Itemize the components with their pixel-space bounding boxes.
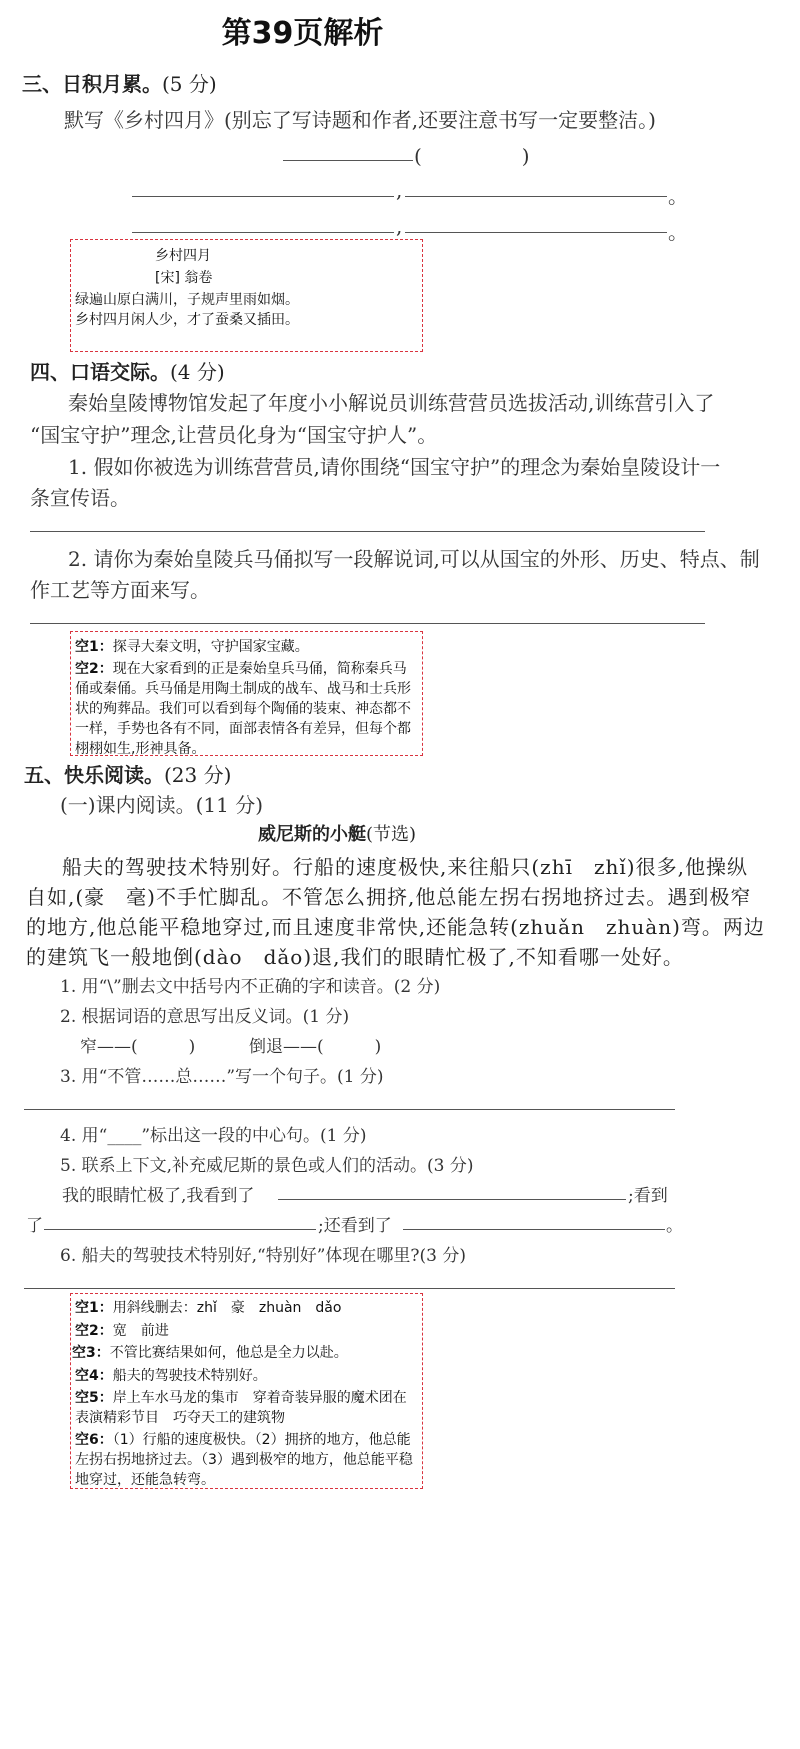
answer-text: 船夫的驾驶技术特别好。	[112, 1368, 267, 1384]
section4-intro-line1: 秦始皇陵博物馆发起了年度小小解说员训练营营员选拔活动,训练营引入了	[68, 391, 715, 415]
section5-answer-1	[75, 1298, 341, 1318]
story-title-text: 威尼斯的小艇	[258, 824, 366, 845]
section5-heading-text: 五、快乐阅读。	[24, 763, 164, 787]
story-line2: 自如,(豪 毫)不手忙脚乱。不管怎么拥挤,他总能左拐右拐地挤过去。遇到极窄	[26, 885, 752, 909]
section4-q2-answer-line	[30, 623, 705, 624]
verse1-blank-a	[132, 196, 394, 197]
section5-sub-heading: (一)课内阅读。(11 分)	[60, 793, 264, 817]
answer-label: 空1：	[75, 639, 113, 655]
section5-q6: 6. 船夫的驾驶技术特别好,“特别好”体现在哪里?(3 分)	[60, 1246, 467, 1266]
section5-q3-answer-line	[24, 1109, 675, 1110]
section5-answer-box	[70, 1293, 423, 1489]
story-title-note: (节选)	[366, 824, 417, 845]
section4-points: (4 分)	[170, 360, 225, 384]
section3-instruction: 默写《乡村四月》(别忘了写诗题和作者,还要注意书写一定要整洁。)	[64, 108, 656, 132]
section4-q2-line1: 2. 请你为秦始皇陵兵马俑拟写一段解说词,可以从国宝的外形、历史、特点、制	[68, 547, 760, 571]
story-line3: 的地方,他总能平稳地穿过,而且速度非常快,还能急转(zhuǎn zhuàn)弯。两边	[26, 915, 765, 939]
story-line1: 船夫的驾驶技术特别好。行船的速度极快,来往船只(zhī zhǐ)很多,他操纵	[62, 855, 748, 879]
section5-q2-b: 倒退——( )	[249, 1037, 382, 1057]
answer-label: 空1：	[75, 1300, 113, 1316]
verse2-blank-a	[132, 232, 394, 233]
section5-q5-line2-b: ;还看到了	[318, 1216, 392, 1236]
answer-text: 岸上车水马龙的集市 穿着奇装异服的魔术团在表演精彩节目 巧夺天工的建筑物	[75, 1390, 407, 1426]
section5-answer-6	[75, 1430, 419, 1490]
verse2-period: 。	[668, 220, 688, 244]
section5-heading	[24, 759, 231, 788]
author-paren: ( )	[414, 144, 530, 168]
section4-answer-1	[75, 637, 309, 657]
section5-answer-5	[75, 1388, 419, 1428]
section5-answer-4	[75, 1366, 267, 1386]
verse1-period: 。	[668, 184, 688, 208]
verse2-blank-b	[405, 232, 667, 233]
answer-text: 不管比赛结果如何，他总是全力以赴。	[109, 1345, 348, 1361]
section5-q5-line1-b: ;看到	[628, 1186, 668, 1206]
section5-answer-3	[72, 1343, 348, 1363]
section5-q4: 4. 用“____”标出这一段的中心句。(1 分)	[60, 1126, 367, 1146]
section5-q5: 5. 联系上下文,补充威尼斯的景色或人们的活动。(3 分)	[60, 1156, 474, 1176]
section5-q5-blank2	[44, 1229, 316, 1230]
section5-answer-2	[75, 1321, 169, 1341]
answer-poem-title: 乡村四月	[155, 248, 211, 264]
section4-heading	[30, 356, 225, 385]
poem-title-blank	[283, 160, 413, 161]
section3-heading	[22, 68, 217, 97]
section5-q1: 1. 用“\”删去文中括号内不正确的字和读音。(2 分)	[60, 977, 441, 997]
section5-q5-line2-a: 了	[26, 1216, 43, 1236]
answer-verse1: 绿遍山原白满川，子规声里雨如烟。	[75, 292, 299, 308]
story-line4: 的建筑飞一般地倒(dào dǎo)退,我们的眼睛忙极了,不知看哪一处好。	[26, 945, 684, 969]
section3-heading-text: 三、日积月累。	[22, 72, 162, 96]
section4-q2-line2: 作工艺等方面来写。	[30, 578, 210, 602]
section5-q2: 2. 根据词语的意思写出反义词。(1 分)	[60, 1007, 350, 1027]
answer-text: 探寻大秦文明，守护国家宝藏。	[112, 639, 309, 655]
section5-q2-a: 窄——( )	[80, 1037, 196, 1057]
section4-q1-line2: 条宣传语。	[30, 486, 130, 510]
answer-text: 宽 前进	[112, 1323, 169, 1339]
answer-text: 现在大家看到的正是秦始皇兵马俑，简称秦兵马俑或秦俑。兵马俑是用陶土制成的战车、战马和士兵形状的殉葬品。我们可以看到每个陶俑的装束、神态都不一样，手势也各有不同，面部表情各有差异，但每个都栩栩如生,形神具备。	[75, 661, 411, 757]
verse1-comma: ,	[396, 178, 403, 202]
section5-q3: 3. 用“不管……总……”写一个句子。(1 分)	[60, 1067, 384, 1087]
section4-intro-line2: “国宝守护”理念,让营员化身为“国宝守护人”。	[30, 423, 438, 447]
section5-q5-blank1	[278, 1199, 626, 1200]
answer-text: （1）行船的速度极快。（2）拥挤的地方，他总能左拐右拐地挤过去。（3）遇到极窄的地方，他总能平稳地穿过，还能急转弯。	[75, 1432, 413, 1488]
section5-q5-blank3	[403, 1229, 665, 1230]
section5-q5-line1-a: 我的眼睛忙极了,我看到了	[62, 1186, 255, 1206]
answer-label: 空2：	[75, 1323, 113, 1339]
answer-label: 空4：	[75, 1368, 113, 1384]
answer-label: 空3：	[72, 1345, 110, 1361]
section3-points: (5 分)	[162, 72, 217, 96]
section5-q5-line2-c: 。	[666, 1216, 683, 1236]
section5-points: (23 分)	[164, 763, 232, 787]
story-title	[258, 820, 416, 846]
page-title: 第39页解析	[221, 16, 384, 51]
section4-heading-text: 四、口语交际。	[30, 360, 170, 384]
section5-q6-answer-line	[24, 1288, 675, 1289]
answer-label: 空5：	[75, 1390, 113, 1406]
section4-q1-line1: 1. 假如你被选为训练营营员,请你围绕“国宝守护”的理念为秦始皇陵设计一	[68, 455, 721, 479]
answer-text: 用斜线删去：zhǐ 豪 zhuàn dǎo	[112, 1300, 342, 1316]
section4-answer-2	[75, 659, 417, 759]
verse2-comma: ,	[396, 214, 403, 238]
section4-answer-box	[70, 631, 423, 756]
answer-author: [宋] 翁卷	[155, 270, 213, 286]
verse1-blank-b	[405, 196, 667, 197]
answer-verse2: 乡村四月闲人少，才了蚕桑又插田。	[75, 312, 299, 328]
answer-label: 空2：	[75, 661, 113, 677]
section3-answer-box	[70, 239, 423, 352]
answer-label: 空6：	[75, 1432, 113, 1448]
section4-q1-answer-line	[30, 531, 705, 532]
